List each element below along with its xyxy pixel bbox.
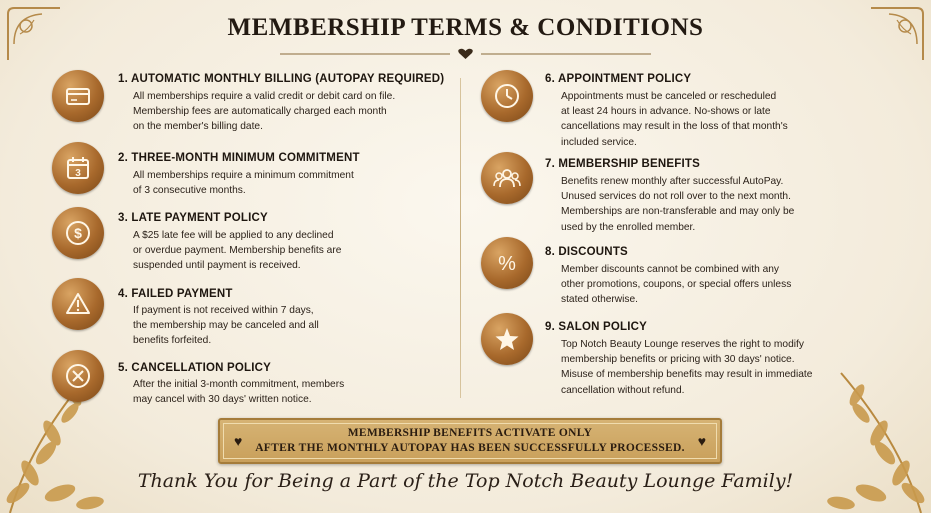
column-divider	[460, 78, 461, 398]
term-title: 3. LATE PAYMENT POLICY	[118, 212, 268, 224]
term-line: benefits forfeited.	[133, 335, 212, 347]
term-line: Benefits renew monthly after successful AutoPay.	[561, 176, 784, 187]
term-line: Membership fees are automatically charged each month	[133, 106, 387, 118]
banner-line-1: MEMBERSHIP BENEFITS ACTIVATE ONLY	[347, 427, 593, 439]
term-body	[133, 377, 344, 407]
term-line: Unused services do not roll over to the next month.	[561, 191, 791, 203]
term-line: If payment is not received within 7 days,	[133, 305, 314, 316]
notice-banner	[218, 418, 722, 464]
term-line: All memberships require a minimum commitment	[133, 170, 354, 181]
credit-card-icon	[52, 70, 104, 122]
svg-text:$: $	[74, 225, 82, 241]
term-body	[561, 337, 812, 398]
term-body	[133, 89, 395, 135]
term-title: 8. DISCOUNTS	[545, 246, 628, 258]
term-line: cancellations may result in the loss of that month's	[561, 121, 788, 133]
page-title: MEMBERSHIP TERMS & CONDITIONS	[227, 14, 704, 41]
term-line: included service.	[561, 136, 637, 148]
term-line: Member discounts cannot be combined with any	[561, 264, 780, 275]
dollar-icon	[52, 207, 104, 259]
title-divider	[280, 48, 651, 60]
term-line: cancellation without refund.	[561, 384, 685, 396]
term-line: stated otherwise.	[561, 294, 639, 306]
warning-icon	[52, 278, 104, 330]
term-title: 6. APPOINTMENT POLICY	[545, 73, 692, 85]
term-line: Appointments must be canceled or rescheduled	[561, 91, 777, 102]
term-title: 2. THREE-MONTH MINIMUM COMMITMENT	[118, 152, 360, 164]
term-body	[133, 303, 319, 349]
term-title: 5. CANCELLATION POLICY	[118, 362, 272, 374]
heart-icon: ♥	[697, 433, 706, 449]
term-title: 9. SALON POLICY	[545, 321, 648, 333]
term-line: used by the enrolled member.	[561, 221, 696, 233]
term-title: 4. FAILED PAYMENT	[118, 288, 233, 300]
term-title: 1. AUTOMATIC MONTHLY BILLING (AUTOPAY REQUIRED)	[118, 73, 445, 85]
footer-thank-you: Thank You for Being a Part of the Top Notch Beauty Lounge Family!	[137, 470, 794, 492]
term-body	[561, 174, 794, 235]
term-line: Memberships are non-transferable and may only be	[561, 206, 795, 218]
clock-icon	[481, 70, 533, 122]
group-icon	[481, 152, 533, 204]
star-icon	[481, 313, 533, 365]
term-title: 7. MEMBERSHIP BENEFITS	[545, 158, 700, 170]
term-line: membership benefits or pricing with 30 days' notice.	[561, 354, 795, 366]
svg-text:%: %	[498, 253, 516, 275]
term-line: on the member's billing date.	[133, 121, 263, 133]
term-line: After the initial 3-month commitment, members	[133, 379, 345, 390]
cancel-icon	[52, 350, 104, 402]
banner-line-2: AFTER THE MONTHLY AUTOPAY HAS BEEN SUCCESSFULLY PROCESSED.	[255, 442, 685, 454]
term-body	[561, 89, 788, 150]
term-line: or overdue payment. Membership benefits are	[133, 245, 342, 257]
term-line: of 3 consecutive months.	[133, 185, 246, 197]
term-line: at least 24 hours in advance. No-shows or late	[561, 106, 771, 118]
term-line: may cancel with 30 days' written notice.	[133, 394, 312, 406]
term-line: Top Notch Beauty Lounge reserves the right to modify	[561, 339, 804, 350]
percent-icon	[481, 237, 533, 289]
heart-icon	[458, 49, 473, 59]
term-line: A $25 late fee will be applied to any declined	[133, 230, 334, 241]
term-body	[561, 262, 791, 308]
term-line: suspended until payment is received.	[133, 260, 301, 272]
svg-text:3: 3	[75, 168, 81, 179]
term-line: other promotions, coupons, or special offers unless	[561, 279, 792, 291]
term-body	[133, 228, 341, 274]
term-line: the membership may be canceled and all	[133, 320, 319, 332]
term-line: All memberships require a valid credit or debit card on file.	[133, 91, 396, 102]
term-line: Misuse of membership benefits may result in immediate	[561, 369, 813, 381]
calendar-icon	[52, 142, 104, 194]
term-body	[133, 168, 354, 198]
heart-icon: ♥	[234, 433, 243, 449]
